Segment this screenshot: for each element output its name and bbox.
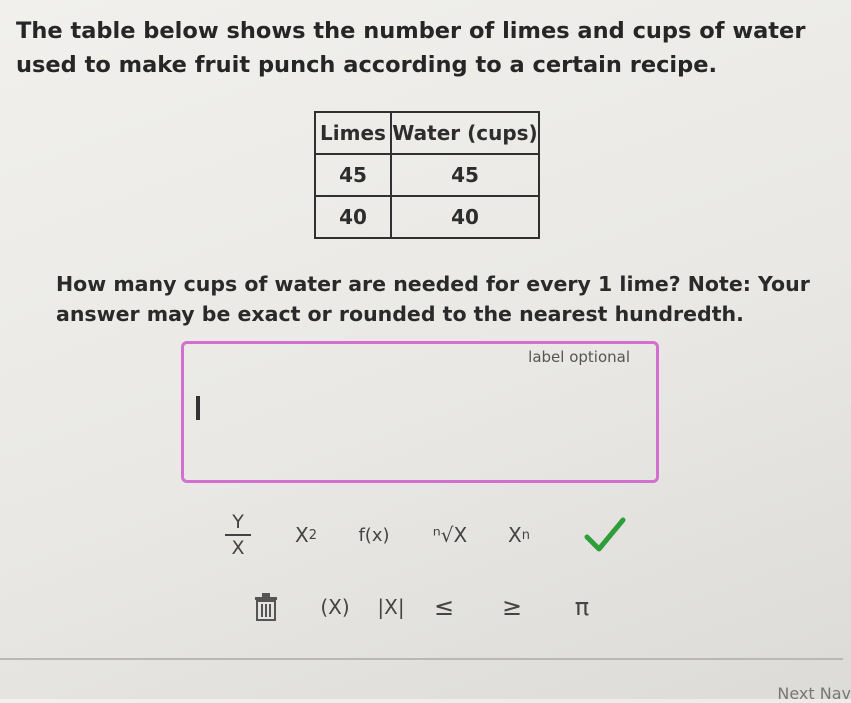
trash-icon [252, 592, 280, 622]
subscript-base: X [508, 523, 522, 547]
answer-label: label optional [528, 348, 630, 366]
greater-equal-button[interactable] [490, 585, 534, 629]
less-equal-label: ≤ [433, 593, 455, 621]
cell-limes: 45 [315, 154, 391, 196]
absolute-label: |X| [377, 595, 405, 619]
fraction-bar [225, 534, 251, 536]
function-label: f(x) [358, 524, 390, 546]
cell-limes: 40 [315, 196, 391, 238]
answer-input[interactable] [181, 341, 659, 483]
exponent-value: 2 [308, 527, 317, 543]
text-cursor [196, 396, 200, 420]
less-equal-button[interactable] [422, 585, 466, 629]
pi-label: π [574, 593, 590, 621]
subscript-value: n [521, 527, 530, 543]
function-button[interactable] [344, 515, 404, 555]
cell-water: 40 [391, 196, 539, 238]
fraction-numerator: Y [232, 511, 244, 533]
data-table [314, 111, 540, 239]
cell-water: 45 [391, 154, 539, 196]
footer-nav-text: Next Nav [777, 684, 851, 703]
question-text: How many cups of water are needed for every 1 lime? Note: Your answer may be exact or rounded to the nearest hundredth. [56, 272, 810, 326]
greater-equal-label: ≥ [501, 593, 523, 621]
problem-intro: The table below shows the number of limes and cups of water used to make fruit punch according to a certain recipe. [16, 18, 806, 78]
header-limes: Limes [315, 112, 391, 154]
fraction-denominator: X [231, 537, 245, 559]
check-icon [584, 517, 626, 553]
exponent-base: X [295, 523, 309, 547]
table-header-row [315, 112, 539, 154]
subscript-button[interactable] [494, 515, 544, 555]
exponent-button[interactable] [284, 515, 328, 555]
root-button[interactable] [420, 515, 480, 555]
table-row [315, 154, 539, 196]
parentheses-button[interactable] [310, 585, 360, 629]
absolute-value-button[interactable] [366, 585, 416, 629]
root-label: ⁿ√X [432, 523, 468, 547]
parentheses-label: (X) [320, 595, 350, 619]
delete-button[interactable] [244, 585, 288, 629]
submit-check-button[interactable] [575, 510, 635, 560]
table-row [315, 196, 539, 238]
pi-button[interactable] [560, 585, 604, 629]
header-water: Water (cups) [391, 112, 539, 154]
footer-divider [0, 658, 843, 660]
fraction-button[interactable] [216, 505, 260, 565]
